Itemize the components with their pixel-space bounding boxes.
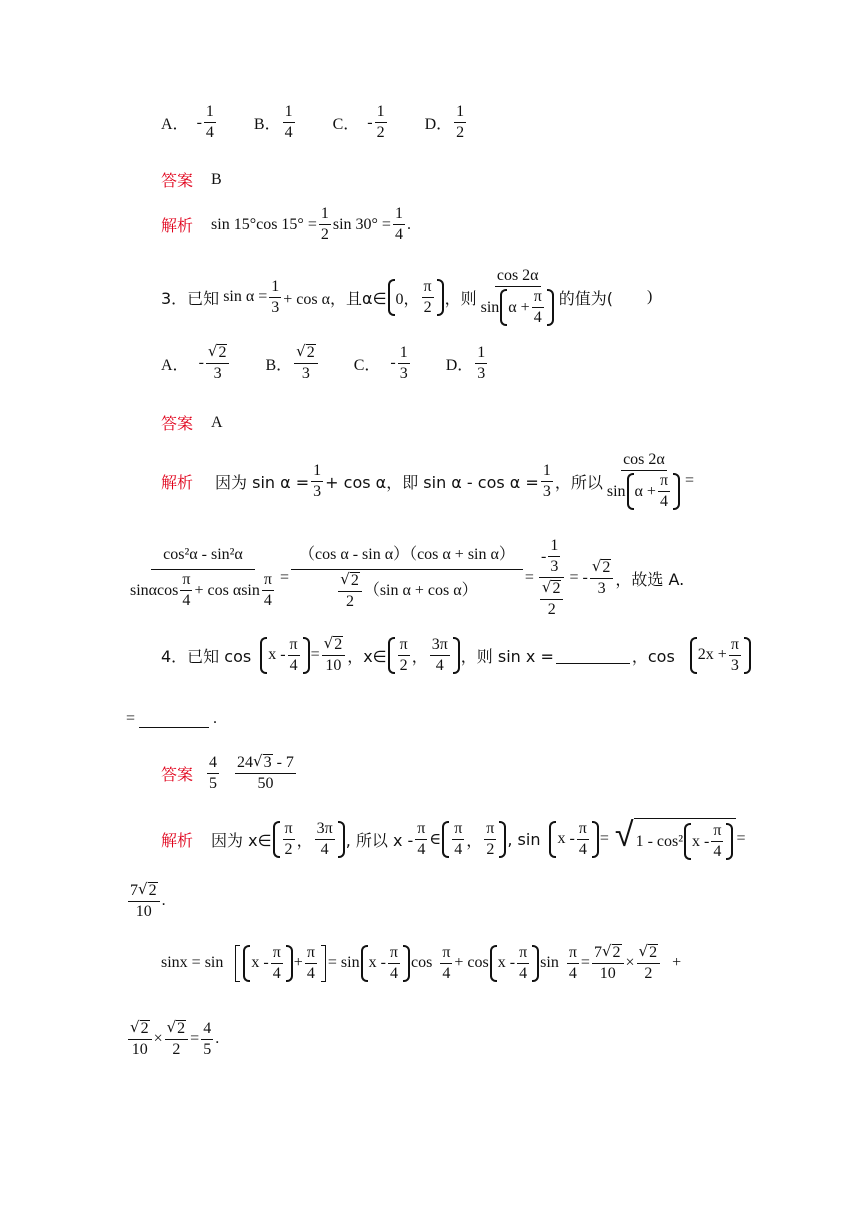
- numerator: π: [180, 572, 192, 591]
- stem-text: 的值为(: [558, 288, 614, 308]
- period: .: [213, 710, 218, 727]
- interval: $\frac{\pi}{2}$ ， $\frac{3\pi}{4}$: [387, 637, 461, 674]
- sqrt: √ 3: [253, 752, 272, 771]
- denominator: [605, 471, 683, 510]
- target-expression: [605, 452, 683, 510]
- option-a-sign: -: [198, 354, 204, 371]
- alpha-plus: α +: [508, 298, 530, 316]
- denominator: 5: [203, 1040, 212, 1058]
- paren-group: [489, 945, 540, 982]
- denominator: 2: [346, 592, 355, 610]
- denominator: 4: [519, 964, 528, 982]
- denominator: 3: [597, 580, 606, 597]
- denominator: 4: [263, 592, 272, 609]
- denominator: 4: [284, 124, 293, 141]
- q3-stem: [161, 268, 652, 326]
- paren-group: [689, 637, 752, 674]
- option-c-label: C．: [332, 116, 360, 133]
- denominator: 10: [135, 903, 152, 920]
- den-text: （sin α + cos α）: [363, 581, 478, 599]
- numerator: √ 2: [590, 559, 614, 579]
- one-third: [541, 463, 553, 500]
- question-number: 4．已知 cos: [161, 646, 252, 666]
- denominator: 4: [306, 964, 315, 982]
- denominator: 10: [325, 657, 342, 674]
- pi-over-4: [180, 572, 192, 609]
- pi-over-4: [567, 945, 579, 982]
- analysis-text: , 所以 x -: [345, 830, 414, 850]
- analysis-text: sin 15°cos 15° =: [211, 215, 317, 233]
- q4-stem-line2: [126, 710, 217, 728]
- q3-analysis-line1: [161, 452, 694, 510]
- sqrt2-over-10: [128, 1020, 152, 1058]
- seven-sqrt2-over-10: [128, 882, 160, 920]
- x-minus: x -: [251, 954, 269, 971]
- interval-end: [430, 637, 450, 674]
- denominator: 4: [320, 840, 329, 858]
- numerator: 1: [311, 463, 323, 482]
- times: ×: [153, 1030, 163, 1047]
- equals: =: [310, 646, 320, 663]
- equals: =: [736, 830, 746, 847]
- denominator: 2: [376, 124, 385, 141]
- denominator: 3: [550, 558, 559, 575]
- denominator: 4: [182, 592, 191, 609]
- denominator: 3: [213, 365, 222, 382]
- option-d-frac: [475, 345, 487, 382]
- paren-group: [242, 945, 293, 982]
- numerator: 1: [375, 104, 387, 123]
- option-c-frac: [375, 104, 387, 141]
- numerator: π: [729, 637, 741, 656]
- q2-analysis: [161, 206, 411, 243]
- stem-text: + cos α，: [283, 290, 347, 308]
- cond-frac: [269, 279, 281, 316]
- denominator: 4: [713, 843, 722, 860]
- option-a-label: A．: [161, 116, 189, 133]
- analysis-text: sin 30° =: [332, 215, 391, 233]
- denominator: 4: [289, 656, 298, 674]
- numerator: cos 2α: [495, 268, 541, 287]
- numerator: π: [484, 821, 496, 840]
- interval-end: [484, 821, 496, 858]
- pi-over-3: [729, 637, 741, 674]
- one-third: [311, 463, 323, 500]
- option-b-frac: [294, 344, 318, 382]
- numerator: π: [440, 945, 452, 964]
- analysis-text: sinx = sin: [161, 954, 224, 971]
- radicand: 2: [334, 636, 343, 653]
- numerator: π: [567, 945, 579, 964]
- numerator: π: [422, 279, 434, 298]
- numerator: 1: [269, 279, 281, 298]
- pi-over-4: [288, 637, 300, 674]
- numerator: π: [288, 637, 300, 656]
- numerator: π: [452, 821, 464, 840]
- denominator: 3: [399, 364, 408, 382]
- two-x-plus: 2x +: [697, 646, 727, 663]
- numerator: 1: [475, 345, 487, 364]
- analysis-label: 解析: [161, 472, 194, 492]
- denominator: 2: [172, 1041, 181, 1058]
- numerator: π: [262, 572, 274, 591]
- numerator: 1: [548, 538, 560, 557]
- sqrt2-over-2: [540, 580, 564, 618]
- denominator: 3: [301, 365, 310, 382]
- alpha-plus: α +: [634, 482, 656, 500]
- paren-group: [499, 289, 554, 326]
- step1-frac: [128, 547, 278, 609]
- x-minus: x -: [268, 646, 286, 663]
- q4-analysis-line1: 解析 因为 x∈ $\frac{\pi}{2}$ ， $\frac{3\pi}{4}$ , 所以 x - $\frac{\pi}{4}$ ∈ $\frac{\pi}{4}$ ， $\frac{\pi}{2}$ , sin x - $\frac{\pi}{4}$ = √ 1 - cos² x - $\frac{\pi}{4}$ =: [161, 815, 746, 860]
- stem-text: ，x∈: [347, 646, 387, 666]
- x-minus: x -: [368, 954, 386, 971]
- stem-text: ，则 sin x =: [460, 646, 554, 666]
- numerator: 1: [454, 104, 466, 123]
- numerator: 1: [319, 206, 331, 225]
- pi-over-4: [711, 823, 723, 860]
- sqrt2-over-2: [165, 1020, 189, 1058]
- numerator: √ 2: [128, 1020, 152, 1040]
- denominator: 4: [394, 226, 403, 243]
- option-a-frac: [204, 104, 216, 141]
- interval: $\frac{\pi}{4}$ ， $\frac{\pi}{2}$: [441, 821, 507, 858]
- stem-text: sin α =: [223, 288, 268, 305]
- final-frac: [590, 559, 614, 597]
- denominator: 5: [209, 774, 218, 792]
- result-frac: [201, 1021, 213, 1058]
- radicand: 2: [148, 882, 157, 899]
- numerator: 1: [204, 104, 216, 123]
- option-a-label: A．: [161, 356, 189, 374]
- q3-options: [161, 344, 489, 382]
- numerator: π: [283, 821, 295, 840]
- paren-group: [360, 945, 411, 982]
- analysis-text: 因为 x∈: [211, 830, 272, 850]
- stem-text: ，则: [444, 288, 477, 308]
- radicand: 3: [263, 754, 272, 771]
- plus: +: [672, 954, 682, 971]
- equals: =: [599, 830, 609, 847]
- equals: =: [279, 569, 289, 586]
- option-b-label: B．: [265, 356, 293, 374]
- option-b-label: B．: [253, 116, 281, 133]
- num-tail: - 7: [276, 753, 294, 771]
- q4-analysis-line4: [126, 1020, 219, 1058]
- numerator: 1: [393, 206, 405, 225]
- target-expression: [479, 268, 557, 326]
- option-c-frac: [398, 345, 410, 382]
- numerator: π: [415, 821, 427, 840]
- denominator: 4: [389, 964, 398, 982]
- option-b-frac: [283, 104, 295, 141]
- radicand: 2: [140, 1020, 149, 1037]
- sqrt2-over-2: [637, 944, 661, 982]
- answer-value: B: [211, 170, 222, 188]
- numerator: 4: [207, 755, 219, 774]
- option-d-label: D．: [424, 116, 453, 133]
- denominator: 3: [271, 298, 280, 316]
- question-number: 3．已知: [161, 288, 220, 308]
- paren-group: [548, 821, 599, 858]
- denominator: 4: [417, 840, 426, 858]
- numerator: （cos α - sin α）（cos α + sin α）: [291, 547, 523, 570]
- x-minus: x -: [557, 830, 575, 847]
- numerator: 1: [541, 463, 553, 482]
- big-sqrt: √ 1 - cos² x - $\frac{\pi}{4}$: [615, 818, 737, 860]
- interval-start: [452, 821, 464, 858]
- pi-over-4: [271, 945, 283, 982]
- seven-sqrt2-over-10: [592, 944, 624, 982]
- radicand: 2: [177, 1020, 186, 1037]
- times: ×: [625, 954, 635, 971]
- q3-analysis-line2: [126, 538, 684, 618]
- stem-text: ): [647, 288, 653, 305]
- answer-1: [207, 755, 219, 792]
- denominator: 10: [131, 1041, 148, 1058]
- paren-group: [683, 823, 734, 860]
- numerator: √ 2: [637, 944, 661, 964]
- result-frac: [393, 206, 405, 243]
- denominator: 4: [454, 840, 463, 858]
- denominator: 2: [320, 226, 329, 243]
- denominator: 4: [533, 309, 542, 326]
- numerator: [235, 754, 296, 774]
- radicand: 2: [306, 344, 315, 361]
- conclusion-text: ，故选 A.: [615, 569, 685, 589]
- analysis-text: = sin: [327, 954, 360, 971]
- numerator: π: [658, 473, 670, 492]
- answer-2: [235, 754, 296, 792]
- radicand: 2: [649, 944, 658, 961]
- analysis-text: , sin: [507, 829, 541, 849]
- numerator: π: [517, 945, 529, 964]
- answer-blank-1[interactable]: [556, 647, 630, 664]
- numerator: π: [271, 945, 283, 964]
- sin-label: sin: [480, 298, 500, 316]
- step2-frac: [291, 547, 523, 610]
- coef: 7: [593, 943, 602, 961]
- coef: 7: [130, 881, 138, 899]
- sqrt: √ 2: [138, 880, 157, 899]
- equals: =: [126, 710, 136, 727]
- denominator: 2: [456, 124, 465, 141]
- sqrt2-over-2: [338, 569, 362, 610]
- interval-end-frac: [422, 279, 434, 316]
- den-text: + cos αsin: [194, 581, 260, 599]
- interval-start: [398, 637, 410, 674]
- denominator: [128, 570, 278, 609]
- pi-over-4: [415, 821, 427, 858]
- q2-answer: [161, 168, 222, 191]
- denominator: [479, 287, 557, 326]
- interval: [387, 279, 445, 316]
- numerator: √ 2: [206, 344, 230, 364]
- pi-over-4: [305, 945, 317, 982]
- denominator: 4: [442, 964, 451, 982]
- step3-frac: [536, 538, 568, 618]
- analysis-label: 解析: [161, 216, 194, 235]
- q4-stem: [161, 636, 752, 674]
- numerator: [592, 944, 624, 964]
- answer-label: 答案: [161, 414, 194, 433]
- pi-over-4: [388, 945, 400, 982]
- denominator: 4: [568, 964, 577, 982]
- q4-analysis-line3: [161, 944, 681, 982]
- sqrt: √ 2: [601, 942, 621, 961]
- pi-over-4: [517, 945, 529, 982]
- interval-end: [315, 821, 335, 858]
- analysis-text: + cos: [454, 954, 489, 971]
- option-c-sign: -: [390, 354, 396, 371]
- denominator: 2: [644, 965, 653, 982]
- denominator: [334, 570, 479, 610]
- analysis-label: 解析: [161, 830, 194, 850]
- equals: =: [685, 472, 695, 489]
- period: .: [161, 892, 166, 909]
- answer-label: 答案: [161, 171, 194, 190]
- denominator: 2: [399, 656, 408, 674]
- denominator: 3: [730, 656, 739, 674]
- numerator: 3π: [315, 821, 335, 840]
- radicand: 2: [612, 944, 621, 961]
- equals: =: [524, 569, 534, 586]
- pi-over-4: [658, 473, 670, 510]
- coef: 24: [237, 753, 254, 771]
- numerator: π: [398, 637, 410, 656]
- q4-answer: [161, 754, 298, 792]
- option-d-label: D．: [445, 356, 474, 374]
- numerator: √ 2: [540, 580, 564, 600]
- analysis-text: + cos α，即 sin α - cos α =: [325, 472, 539, 492]
- period: .: [215, 1030, 220, 1047]
- analysis-text: sin: [540, 954, 559, 971]
- radicand: 2: [218, 344, 227, 361]
- denominator: 4: [659, 493, 668, 510]
- numerator: √ 2: [294, 344, 318, 364]
- option-a-sign: -: [196, 113, 202, 131]
- denominator: 3: [313, 482, 322, 500]
- numerator: cos 2α: [621, 452, 667, 471]
- option-a-frac: [206, 344, 230, 382]
- radicand: 2: [552, 580, 561, 597]
- denominator: 3: [542, 482, 551, 500]
- half-frac: [319, 206, 331, 243]
- stem-text: ，cos: [631, 646, 675, 666]
- one-third: [548, 538, 560, 575]
- answer-label: 答案: [161, 764, 194, 784]
- numerator: 4: [201, 1021, 213, 1040]
- answer-value: A: [211, 413, 223, 431]
- pi-over-4: [577, 821, 589, 858]
- numerator: π: [388, 945, 400, 964]
- denominator: 3: [477, 364, 486, 382]
- denominator: 2: [486, 840, 495, 858]
- option-c-sign: -: [367, 113, 373, 131]
- numerator: π: [305, 945, 317, 964]
- x-minus: x -: [692, 832, 710, 850]
- pi-over-4: [262, 572, 274, 609]
- paren-group: [626, 473, 681, 510]
- numerator: cos²α - sin²α: [151, 547, 255, 570]
- answer-blank-2[interactable]: [139, 711, 209, 728]
- radicand: 2: [350, 571, 359, 589]
- numerator: 1: [398, 345, 410, 364]
- interval: $\frac{\pi}{2}$ ， $\frac{3\pi}{4}$: [272, 821, 346, 858]
- radicand: 2: [602, 559, 611, 576]
- numerator: [539, 538, 564, 578]
- numerator: 3π: [430, 637, 450, 656]
- q2-options: [161, 104, 468, 141]
- denominator: [536, 578, 568, 618]
- numerator: 1: [283, 104, 295, 123]
- sign: -: [541, 547, 547, 565]
- numerator: π: [711, 823, 723, 842]
- one-minus-cos2: 1 - cos²: [635, 832, 684, 850]
- numerator: π: [532, 289, 544, 308]
- denominator: 10: [599, 965, 616, 982]
- numerator: π: [577, 821, 589, 840]
- equals: =: [190, 1030, 200, 1047]
- denominator: 4: [205, 124, 214, 141]
- denominator: 2: [423, 298, 432, 316]
- denominator: 2: [284, 840, 293, 858]
- interval-start: [283, 821, 295, 858]
- denominator: 4: [272, 964, 281, 982]
- option-c-label: C．: [353, 356, 381, 374]
- radicand: [634, 818, 737, 860]
- denominator: 4: [435, 656, 444, 674]
- q3-answer: [161, 411, 223, 434]
- numerator: [128, 882, 160, 902]
- sin-label: sin: [606, 482, 626, 500]
- numerator: √ 2: [165, 1020, 189, 1040]
- value-frac: [322, 636, 346, 674]
- stem-text: 且α∈: [346, 288, 387, 308]
- equals: =: [580, 954, 590, 971]
- paren-group: [259, 637, 310, 674]
- analysis-text: 因为 sin α =: [215, 472, 310, 492]
- denominator: 50: [257, 775, 274, 792]
- equals-negative: = -: [569, 569, 588, 586]
- den-text: sinαcos: [130, 581, 179, 599]
- option-d-frac: [454, 104, 466, 141]
- pi-over-4: [532, 289, 544, 326]
- bracket-group: x - $\frac{\pi}{4}$ + $\frac{\pi}{4}$: [233, 945, 328, 982]
- denominator: 2: [547, 601, 556, 618]
- interval-start: 0，: [395, 290, 420, 308]
- denominator: 4: [578, 840, 587, 858]
- analysis-text: cos: [411, 954, 433, 971]
- numerator: √ 2: [338, 572, 362, 592]
- analysis-text: ，所以: [554, 472, 603, 492]
- pi-over-4: [440, 945, 452, 982]
- q4-analysis-line2: [126, 882, 166, 920]
- x-minus: x -: [497, 954, 516, 971]
- numerator: √ 2: [322, 636, 346, 656]
- analysis-text: .: [406, 215, 411, 233]
